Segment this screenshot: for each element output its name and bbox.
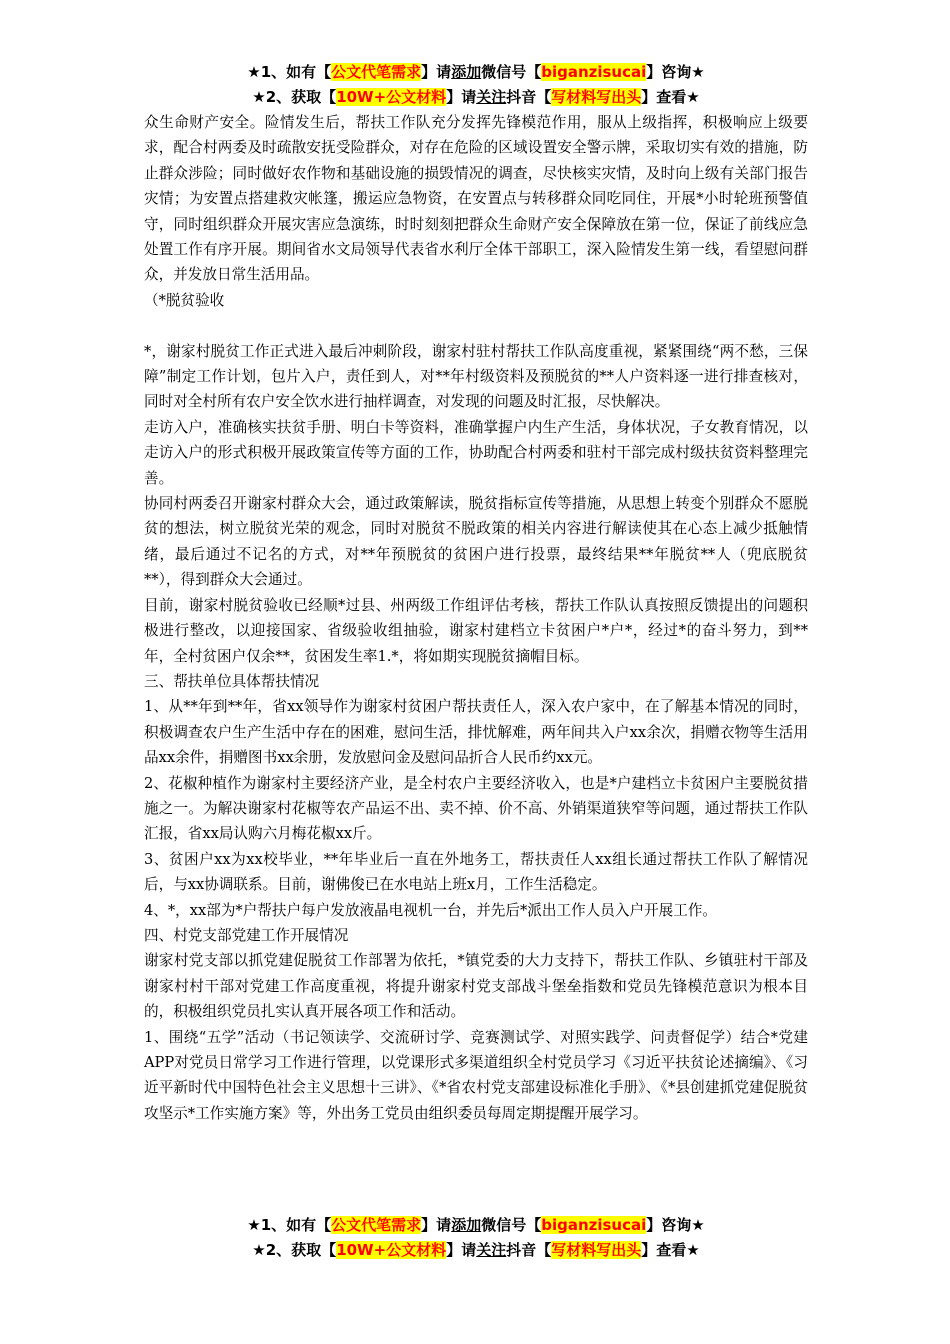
- underlined-text: 添加: [451, 1216, 482, 1234]
- paragraph: *，谢家村脱贫工作正式进入最后冲刺阶段，谢家村驻村帮扶工作队高度重视，紧紧围绕“两不愁，三保障”制定工作计划，包片入户，责任到人，对**年村级资料及预脱贫的**人户资料逐一进行排查核对，同时对全村所有农户安全饮水进行抽样调查，对发现的问题及时汇报，尽快解决。: [144, 342, 808, 411]
- paragraph: 协同村两委召开谢家村群众大会，通过政策解读，脱贫指标宣传等措施，从思想上转变个别群众不愿脱贫的想法，树立脱贫光荣的观念，同时对脱贫不脱政策的相关内容进行解读使其在心态上减少抵触情绪，最后通过不记名的方式，对**年预脱贫的贫困户进行投票，最终结果**年脱贫**人（兜底脱贫**），得到群众大会通过。: [144, 495, 808, 589]
- banner-text: 微信号【: [481, 63, 542, 81]
- underlined-text: 关注: [476, 1241, 507, 1259]
- paragraph: （*脱贫验收: [144, 291, 225, 309]
- paragraph: 4、*，xx部为*户帮扶户每户发放液晶电视机一台，并先后*派出工作人员入户开展工作。: [144, 901, 718, 919]
- blank-line: [144, 313, 808, 338]
- paragraph: 谢家村党支部以抓党建促脱贫工作部署为依托，*镇党委的大力支持下，帮扶工作队、乡镇驻村干部及谢家村村干部对党建工作高度重视，将提升谢家村党支部战斗堡垒指数和党员先锋模范意识为根本目的，积极组织党员扎实认真开展各项工作和活动。: [144, 952, 808, 1021]
- paragraph: 1、围绕“五学”活动（书记领读学、交流研讨学、竞赛测试学、对照实践学、问责督促学）结合*党建APP对党员日常学习工作进行管理，以党课形式多渠道组织全村党员学习《习近平扶贫论述摘编》、《习近平新时代中国特色社会主义思想十三讲》、《*省农村党支部建设标准化手册》、《*县创建抓党建促脱贫攻坚示*工作实施方案》等，外出务工党员由组织委员每周定期提醒开展学习。: [144, 1028, 808, 1122]
- highlight-text: 写材料写出头: [551, 88, 642, 106]
- banner-text: ★1、如有【: [247, 63, 332, 81]
- underlined-text: 添加: [451, 63, 482, 81]
- paragraph: 1、从**年到**年，省xx领导作为谢家村贫困户帮扶责任人，深入农户家中，在了解基本情况的同时，积极调查农户生产生活中存在的困难，慰问生活，排忧解难，两年间共入户xx余次，捐赠衣物等生活用品xx余件，捐赠图书xx余册，发放慰问金及慰问品折合人民币约xx元。: [144, 698, 808, 767]
- paragraph: 众生命财产安全。险情发生后，帮扶工作队充分发挥先锋模范作用，服从上级指挥，积极响应上级要求，配合村两委及时疏散安抚受险群众，对存在危险的区域设置安全警示牌，采取切实有效的措施，防止群众涉险；同时做好农作物和基础设施的损毁情况的调查，尽快核实灾情，及时向上级有关部门报告灾情；为安置点搭建救灾帐篷，搬运应急物资，在安置点与转移群众同吃同住，开展*小时轮班预警值守，同时组织群众开展灾害应急演练，时时刻刻把群众生命财产安全保障放在第一位，保证了前线应急处置工作有序开展。期间省水文局领导代表省水利厅全体干部职工，深入险情发生第一线，看望慰问群众，并发放日常生活用品。: [144, 114, 808, 284]
- highlight-text: 10W+公文材料: [336, 88, 447, 106]
- paragraph: 目前，谢家村脱贫验收已经顺*过县、州两级工作组评估考核，帮扶工作队认真按照反馈提出的问题积极进行整改，以迎接国家、省级验收组抽验，谢家村建档立卡贫困户*户*，经过*的奋斗努力，到**年，全村贫困户仅余**，贫困发生率1.*，将如期实现脱贫摘帽目标。: [144, 596, 808, 665]
- banner-line-1: [144, 1213, 808, 1238]
- banner-line-2: [144, 1238, 808, 1263]
- highlight-text: biganzisucai: [541, 1216, 647, 1234]
- banner-line-2: [144, 85, 808, 110]
- highlight-text: 写材料写出头: [551, 1241, 642, 1259]
- banner-text: 】请: [421, 1216, 452, 1234]
- paragraph: 走访入户，准确核实扶贫手册、明白卡等资料，准确掌握户内生产生活，身体状况，子女教育情况，以走访入户的形式积极开展政策宣传等方面的工作，协助配合村两委和驻村干部完成村级扶贫资料整理完善。: [144, 418, 808, 487]
- article-text: [144, 110, 808, 1126]
- banner-text: 】查看★: [641, 88, 700, 106]
- banner-text: 】请: [421, 63, 452, 81]
- banner-text: 抖音【: [506, 88, 552, 106]
- banner-text: ★1、如有【: [247, 1216, 332, 1234]
- underlined-text: 关注: [476, 88, 507, 106]
- banner-text: 】咨询★: [646, 1216, 705, 1234]
- banner-text: ★2、获取【: [252, 88, 337, 106]
- highlight-text: 公文代笔需求: [331, 63, 422, 81]
- banner-text: 微信号【: [481, 1216, 542, 1234]
- highlight-text: 公文代笔需求: [331, 1216, 422, 1234]
- banner-text: 抖音【: [506, 1241, 552, 1259]
- banner-line-1: [144, 60, 808, 85]
- paragraph: 3、贫困户xx为xx校毕业，**年毕业后一直在外地务工，帮扶责任人xx组长通过帮扶工作队了解情况后，与xx协调联系。目前，谢佛俊已在水电站上班x月，工作生活稳定。: [144, 850, 808, 894]
- document-body: [144, 60, 808, 1126]
- footer-banner: [144, 1213, 808, 1263]
- banner-text: 】查看★: [641, 1241, 700, 1259]
- section-heading: 三、帮扶单位具体帮扶情况: [144, 672, 320, 690]
- paragraph: 2、花椒种植作为谢家村主要经济产业，是全村农户主要经济收入，也是*户建档立卡贫困户主要脱贫措施之一。为解决谢家村花椒等农产品运不出、卖不掉、价不高、外销渠道狭窄等问题，通过帮扶工作队汇报，省xx局认购六月梅花椒xx斤。: [144, 774, 808, 843]
- highlight-text: biganzisucai: [541, 63, 647, 81]
- banner-text: ★2、获取【: [252, 1241, 337, 1259]
- banner-text: 】请: [446, 1241, 477, 1259]
- header-banner: [144, 60, 808, 110]
- banner-text: 】咨询★: [646, 63, 705, 81]
- banner-text: 】请: [446, 88, 477, 106]
- section-heading: 四、村党支部党建工作开展情况: [144, 926, 349, 944]
- highlight-text: 10W+公文材料: [336, 1241, 447, 1259]
